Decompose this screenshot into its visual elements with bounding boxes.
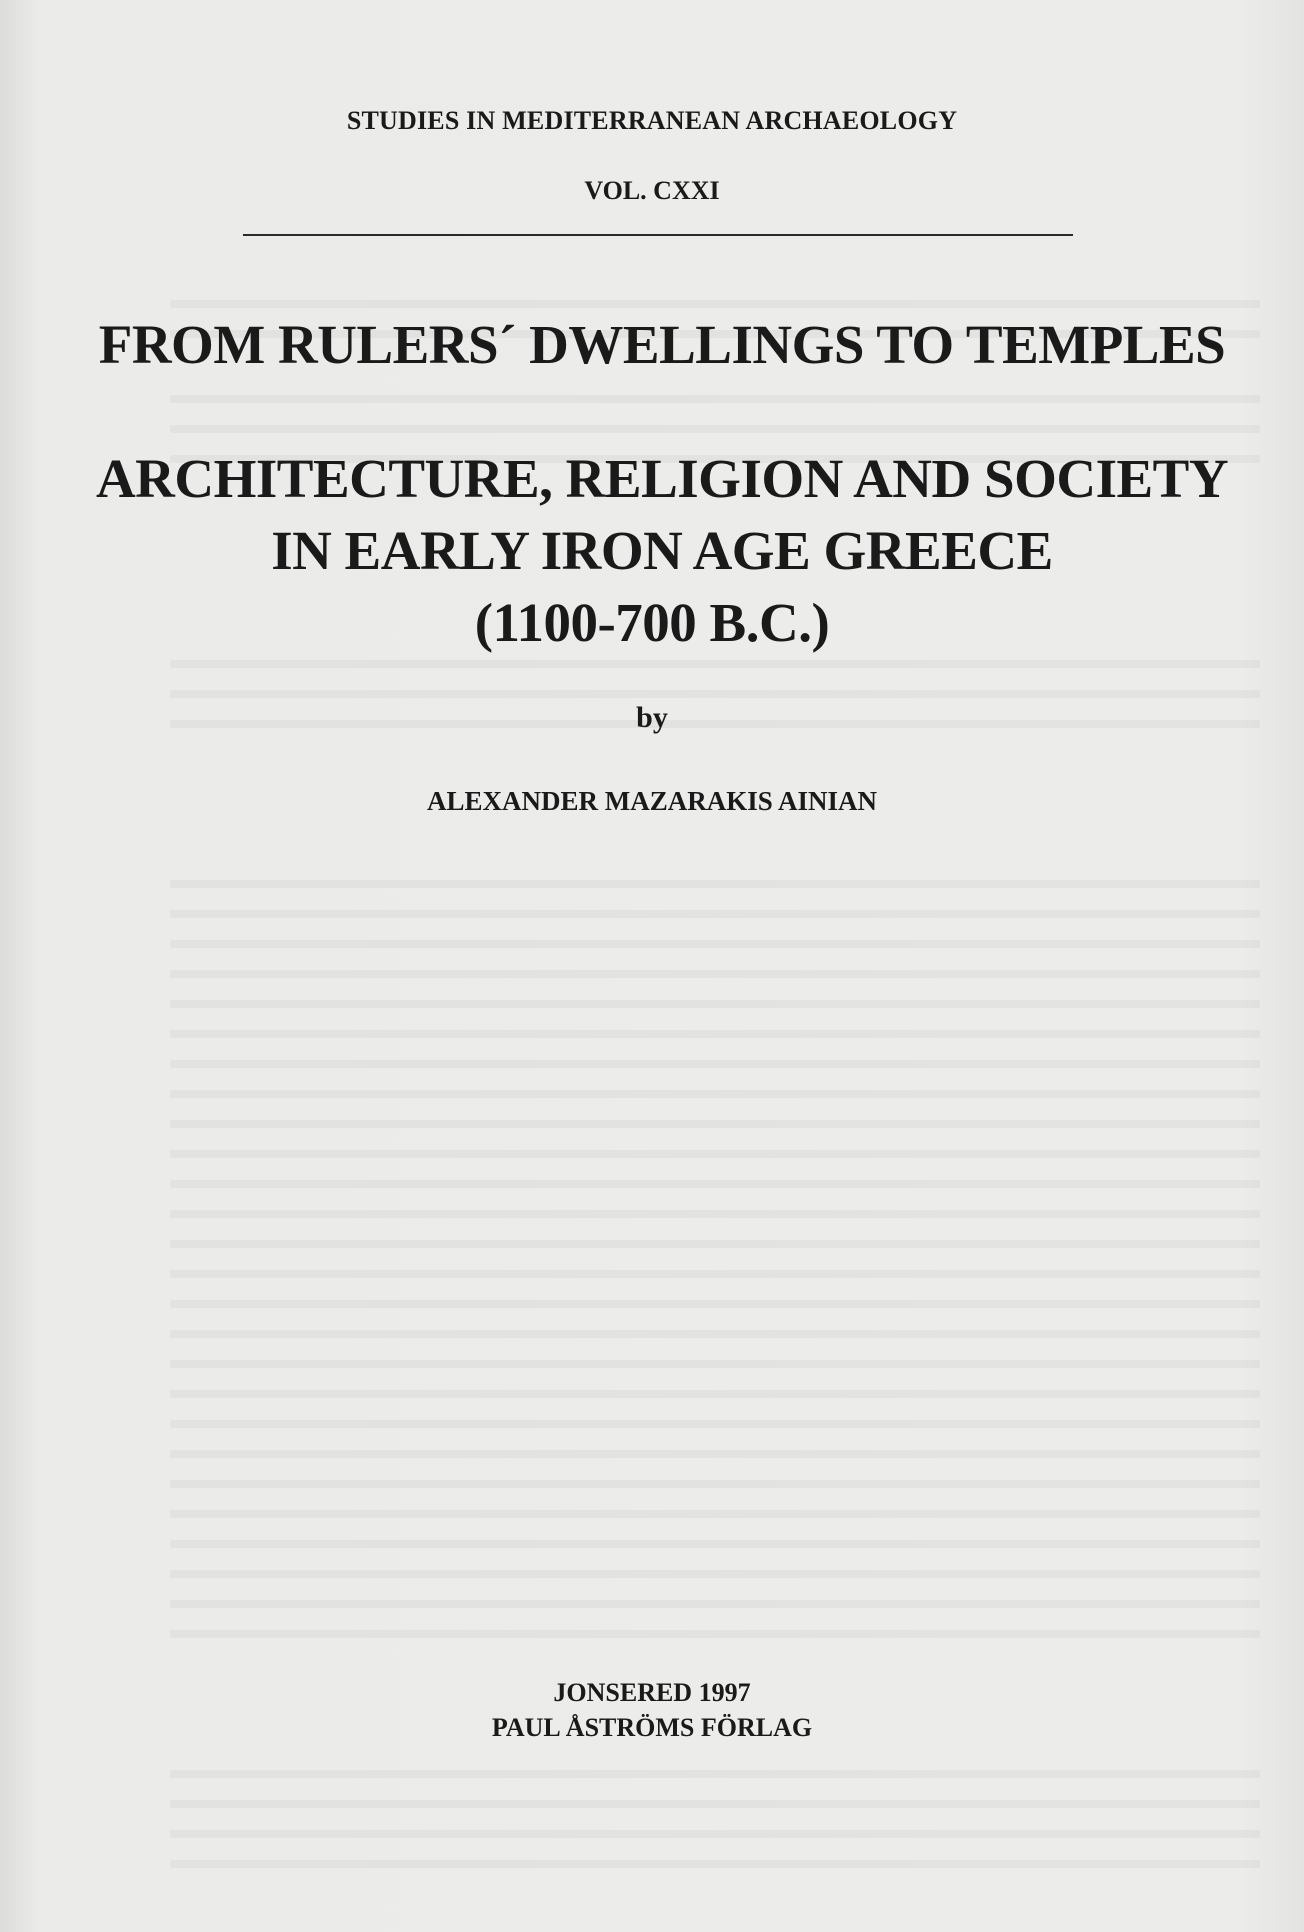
divider-rule: [243, 234, 1073, 236]
subtitle-line-2: IN EARLY IRON AGE GREECE: [271, 520, 1053, 581]
author-name: ALEXANDER MAZARAKIS AINIAN: [426, 786, 878, 816]
volume-number: VOL. CXXI: [584, 176, 720, 205]
subtitle-line-3: (1100-700 B.C.): [474, 592, 830, 653]
place-and-year: JONSERED 1997: [553, 1678, 751, 1707]
publisher-name: PAUL ÅSTRÖMS FÖRLAG: [491, 1713, 813, 1742]
book-title: FROM RULERS´ DWELLINGS TO TEMPLES: [98, 314, 1226, 375]
subtitle-line-1: ARCHITECTURE, RELIGION AND SOCIETY: [95, 448, 1229, 509]
series-title: STUDIES IN MEDITERRANEAN ARCHAEOLOGY: [346, 106, 958, 135]
by-line: by: [636, 701, 668, 734]
